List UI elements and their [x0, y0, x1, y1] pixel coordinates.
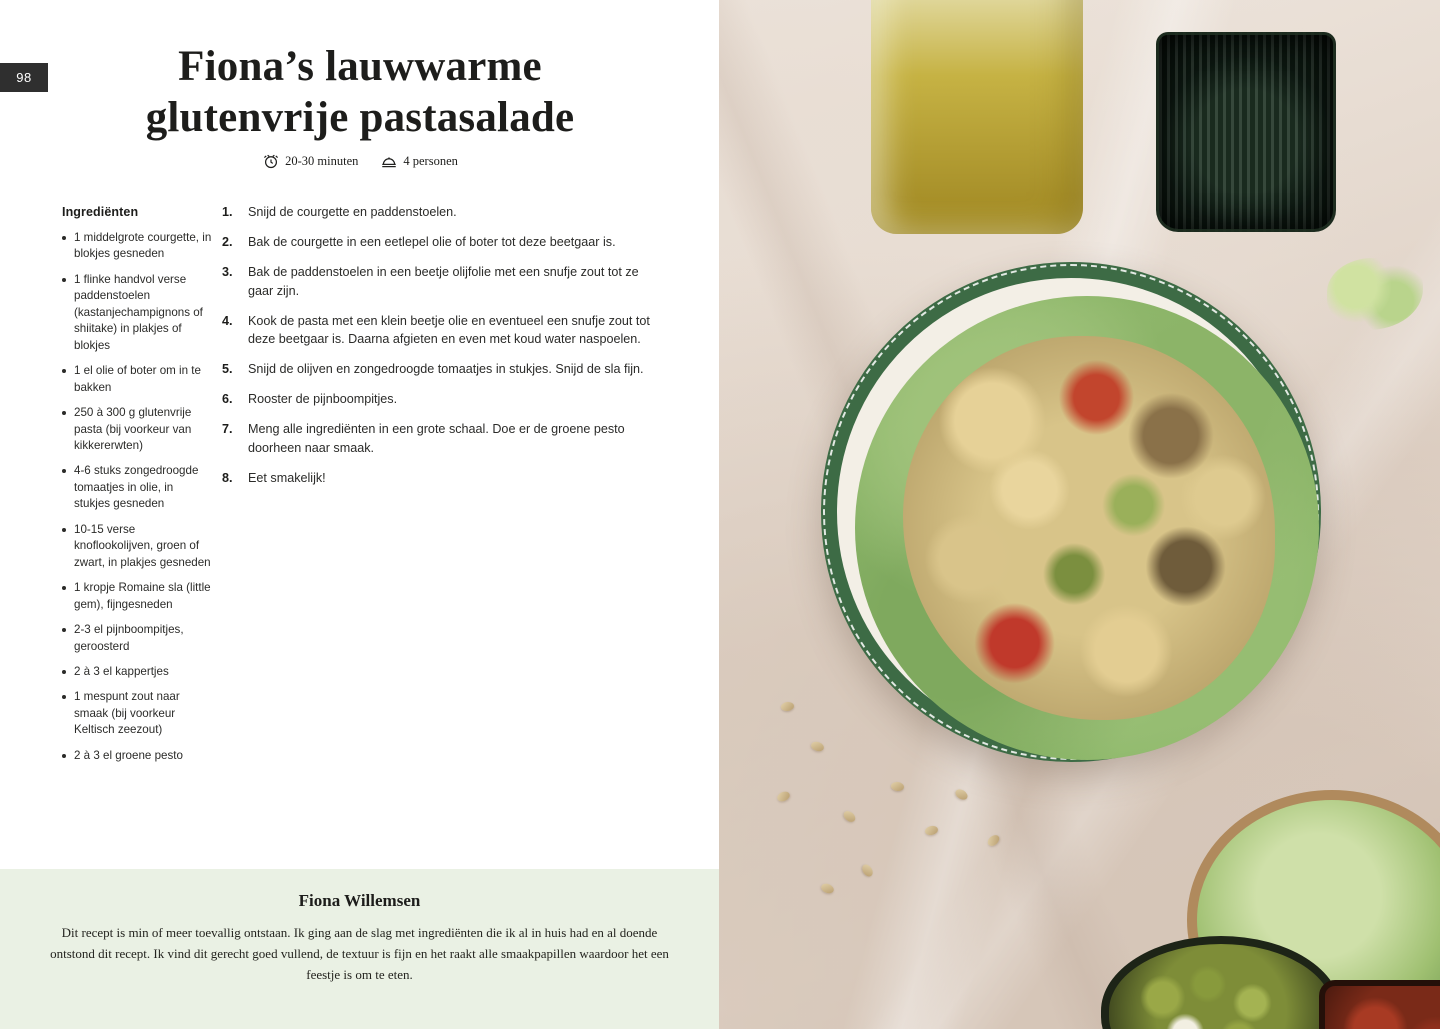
- step-number: 3.: [222, 264, 233, 279]
- step-number: 1.: [222, 205, 233, 219]
- step-number: 8.: [222, 470, 233, 485]
- left-text-column: [0, 0, 719, 1029]
- prep-time: [262, 152, 358, 170]
- list-item: [222, 233, 652, 252]
- step-text: Rooster de pijnboompitjes.: [248, 392, 398, 407]
- list-item: 1 mespunt zout naar smaak (bij voorkeur Keltisch zeezout): [62, 689, 212, 738]
- page-number-badge: 98: [0, 63, 48, 92]
- dark-glass: [1156, 32, 1336, 232]
- step-text: Snijd de olijven en zongedroogde tomaatjes in stukjes. Snijd de sla fijn.: [248, 362, 644, 377]
- prep-time-label: 20-30 minuten: [285, 153, 359, 168]
- list-item: [222, 360, 652, 379]
- pastasalade-photo: [719, 0, 1440, 1029]
- olive-oil-bottle: [871, 0, 1083, 234]
- step-text: Bak de paddenstoelen in een beetje olijfolie met een snufje zout tot ze gaar zijn.: [248, 264, 639, 298]
- testimonial-box: [0, 869, 719, 1029]
- ingredients-heading: Ingrediënten: [62, 205, 139, 219]
- testimonial-text: Dit recept is min of meer toevallig ontstaan. Ik ging aan de slag met ingrediënten die ik al in huis had en al doende ontstond dit recept. Ik vind dit gerecht goed vullend, de textuur is fijn en het raakt alle smaakpapillen waardoor het een feestje is om te eten.: [50, 925, 669, 982]
- list-item: 250 à 300 g glutenvrije pasta (bij voorkeur van kikkererwten): [62, 405, 212, 454]
- alarm-clock-icon: [262, 152, 280, 170]
- step-number: 7.: [222, 422, 233, 437]
- ingredients-section: [62, 205, 212, 773]
- title-line-1: Fiona’s lauwwarme: [178, 43, 542, 90]
- step-number: 6.: [222, 392, 233, 407]
- list-item: [222, 390, 652, 409]
- list-item: 1 flinke handvol verse paddenstoelen (kastanjechampignons of shiitake) in plakjes of blokjes: [62, 272, 212, 354]
- step-text: Meng alle ingrediënten in een grote schaal. Doe er de groene pesto doorheen naar smaak.: [248, 422, 625, 456]
- servings: [380, 152, 458, 170]
- list-item: [222, 312, 652, 350]
- title-line-2: glutenvrije pastasalade: [145, 93, 575, 141]
- list-item: [222, 469, 652, 488]
- serving-dome-icon: [380, 152, 398, 170]
- step-text: Snijd de courgette en paddenstoelen.: [248, 205, 457, 219]
- recipe-meta: [60, 152, 660, 170]
- list-item: 2-3 el pijnboompitjes, geroosterd: [62, 622, 212, 655]
- page-title: [60, 42, 660, 143]
- step-text: Eet smakelijk!: [248, 470, 326, 485]
- list-item: 4-6 stuks zongedroogde tomaatjes in olie, in stukjes gesneden: [62, 463, 212, 512]
- preparation-steps: [222, 203, 652, 499]
- step-text: Bak de courgette in een eetlepel olie of boter tot deze beetgaar is.: [248, 234, 616, 249]
- servings-label: 4 personen: [403, 153, 458, 168]
- list-item: 10-15 verse knoflookolijven, groen of zwart, in plakjes gesneden: [62, 522, 212, 571]
- step-number: 4.: [222, 313, 233, 328]
- list-item: [222, 203, 652, 222]
- ingredients-list: [62, 230, 212, 764]
- list-item: [222, 420, 652, 458]
- list-item: 1 kropje Romaine sla (little gem), fijngesneden: [62, 580, 212, 613]
- list-item: [222, 263, 652, 301]
- list-item: 1 middelgrote courgette, in blokjes gesneden: [62, 230, 212, 263]
- list-item: 2 à 3 el kappertjes: [62, 664, 212, 680]
- step-number: 5.: [222, 362, 233, 377]
- testimonial-author: Fiona Willemsen: [298, 891, 421, 910]
- tomato-bowl: [1319, 980, 1440, 1029]
- step-text: Kook de pasta met een klein beetje olie en eventueel een snufje zout tot deze beetgaar is. Daarna afgieten en even met koud water naspoelen.: [248, 313, 650, 347]
- list-item: 1 el olie of boter om in te bakken: [62, 363, 212, 396]
- salad-plate: [821, 262, 1321, 762]
- list-item: 2 à 3 el groene pesto: [62, 748, 212, 764]
- step-number: 2.: [222, 234, 233, 249]
